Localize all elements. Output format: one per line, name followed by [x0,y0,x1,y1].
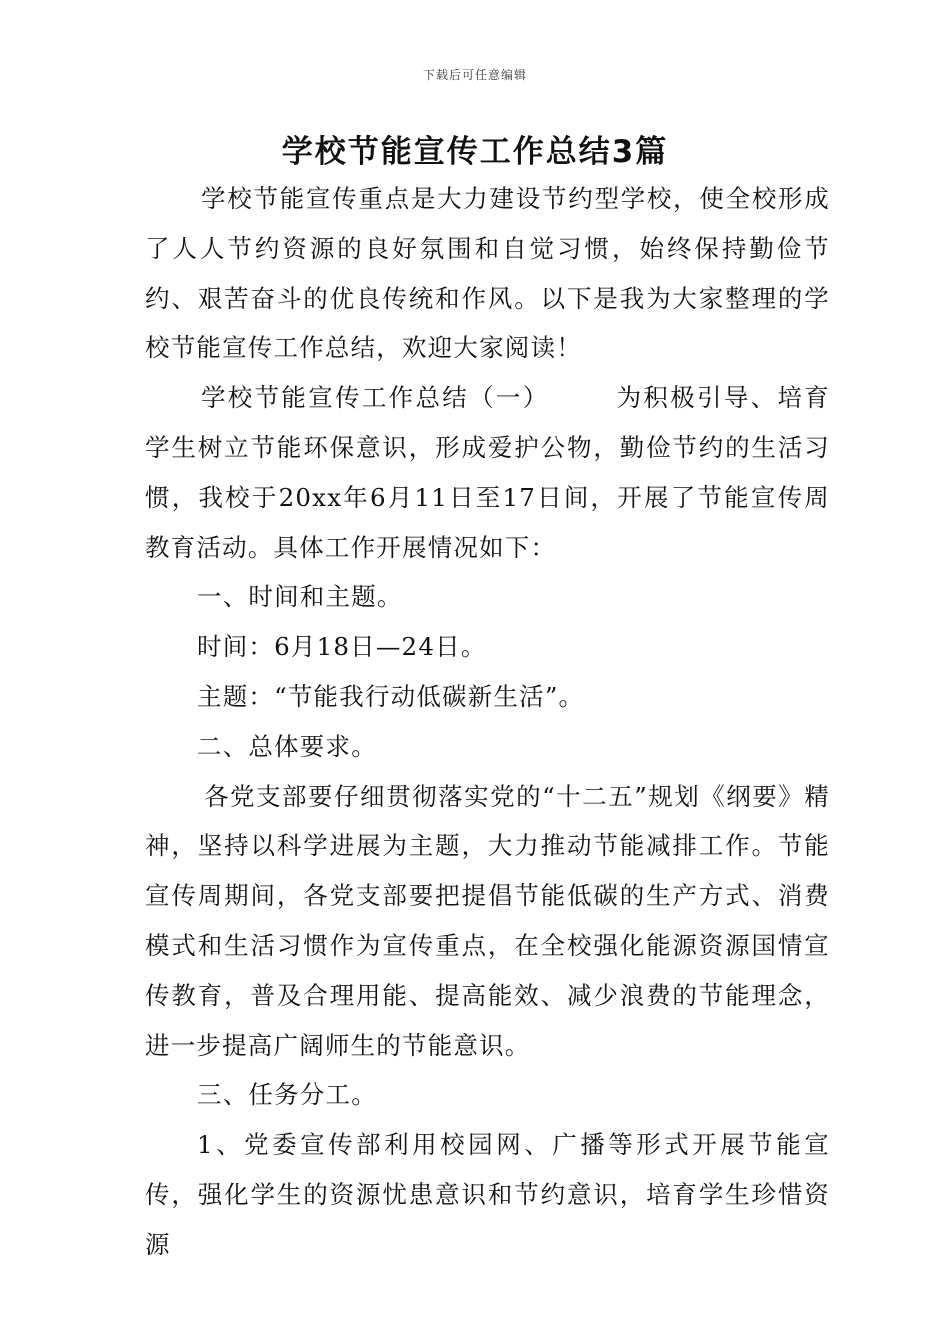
part2-paragraph: 各党支部要仔细贯彻落实党的“十二五”规划《纲要》精神，坚持以科学进展为主题，大力推动节能减排工作。节能宣传周期间，各党支部要把提倡节能低碳的生产方式、消费模式和生活习惯作为宣传重点，在全校强化能源资源国情宣传教育，普及合理用能、提高能效、减少浪费的节能理念，进一步提高广阔师生的节能意识。 [145,781,830,1060]
header-note: 下载后可任意编辑 [422,68,527,82]
part1-theme: 主题：“节能我行动低碳新生活”。 [197,681,585,711]
intro-paragraph: 学校节能宣传重点是大力建设节约型学校，使全校形成了人人节约资源的良好氛围和自觉习惯，始终保持勤俭节约、艰苦奋斗的优良传统和作风。以下是我为大家整理的学校节能宣传工作总结，欢迎大家阅读！ [145,184,830,363]
part1-time: 时间：6月18日—24日。 [197,632,487,662]
part3-heading: 三、任务分工。 [197,1080,377,1110]
document-body [145,174,830,1270]
section1-paragraph [145,373,830,572]
part2-heading: 二、总体要求。 [197,731,377,761]
document-title: 学校节能宣传工作总结3篇 [281,134,669,170]
section1-text: 为积极引导、培育学生树立节能环保意识，形成爱护公物，勤俭节约的生活习惯，我校于20xx年6月11日至17日间，开展了节能宣传周教育活动。具体工作开展情况如下： [145,383,830,562]
section1-heading: 学校节能宣传工作总结（一） [201,383,550,413]
part1-heading: 一、时间和主题。 [197,582,403,612]
part3-item1: 1、党委宣传部利用校园网、广播等形式开展节能宣传，强化学生的资源忧患意识和节约意识，培育学生珍惜资源 [145,1130,830,1259]
